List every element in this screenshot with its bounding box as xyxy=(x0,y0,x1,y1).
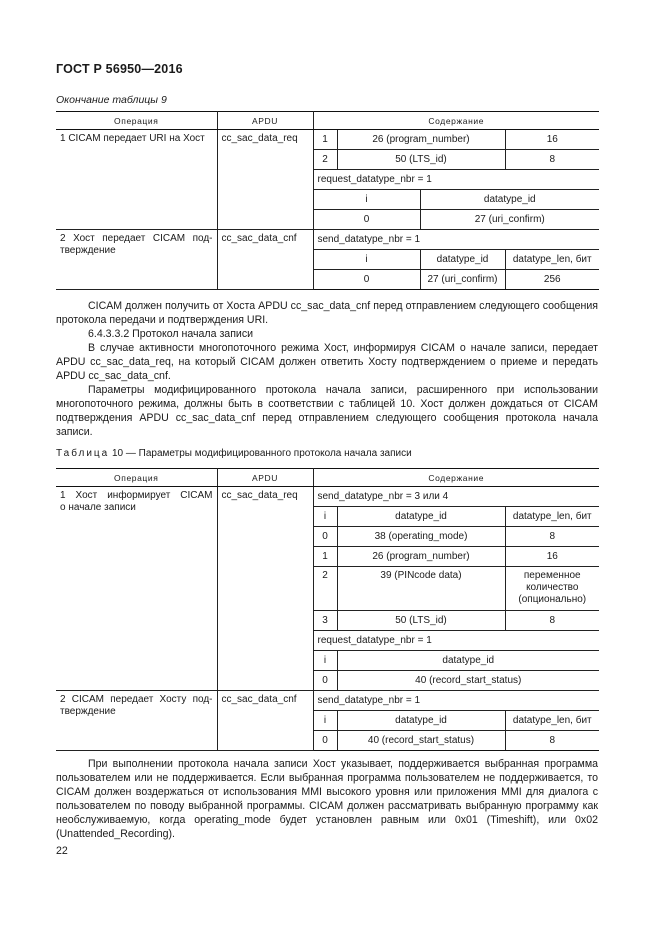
column-header-apdu: APDU xyxy=(217,469,313,487)
item-len: 8 xyxy=(505,527,599,547)
operation-line: о начале записи xyxy=(60,502,136,513)
send-datatype-label: send_datatype_nbr = 3 или 4 xyxy=(313,487,599,507)
subheader-len: datatype_len, бит xyxy=(505,711,599,731)
item-datatype-id: 40 (record_start_status) xyxy=(337,731,505,751)
subheader-datatype-id: datatype_id xyxy=(337,507,505,527)
standard-header: ГОСТ Р 56950—2016 xyxy=(56,62,183,76)
subheader-i: i xyxy=(313,507,337,527)
operation-cell xyxy=(56,230,217,290)
subheader-len: datatype_len, бит xyxy=(505,250,599,270)
item-index: 0 xyxy=(313,270,420,290)
operation-line: тверждение xyxy=(60,245,116,256)
item-len: 8 xyxy=(505,150,599,170)
table-continuation-label: Окончание таблицы 9 xyxy=(56,94,167,106)
caption-text: 10 — Параметры модифицированного протокола начала записи xyxy=(109,448,412,459)
len-line: (опционально) xyxy=(518,594,587,605)
apdu-cell: cc_sac_data_req xyxy=(217,487,313,691)
column-header-content: Содержание xyxy=(313,112,599,130)
table-10 xyxy=(56,468,599,751)
item-datatype-id: 26 (program_number) xyxy=(337,547,505,567)
section-heading: 6.4.3.3.2 Протокол начала записи xyxy=(88,328,254,340)
send-datatype-label: send_datatype_nbr = 1 xyxy=(313,230,599,250)
item-index: 2 xyxy=(313,150,337,170)
item-len: 16 xyxy=(505,547,599,567)
item-len: 16 xyxy=(505,130,599,150)
item-datatype-id: 26 (program_number) xyxy=(337,130,505,150)
operation-line: 2 CICAM передает Хосту под- xyxy=(60,694,213,705)
item-index: 2 xyxy=(313,567,337,611)
paragraph: В случае активности многопоточного режима Хост, информируя CICAM о начале записи, передает APDU cc_sac_data_req, на который CICAM должен ответить Хосту подтверждением о приеме и передать APDU cc_sac_data_cnf. xyxy=(56,342,598,382)
column-header-operation: Операция xyxy=(56,112,217,130)
item-datatype-id: 27 (uri_confirm) xyxy=(420,270,505,290)
item-len: 8 xyxy=(505,611,599,631)
caption-word: Таблица xyxy=(56,448,110,459)
len-line: переменное xyxy=(523,570,581,581)
table-10-caption xyxy=(56,448,412,459)
item-datatype-id: 38 (operating_mode) xyxy=(337,527,505,547)
apdu-cell: cc_sac_data_req xyxy=(217,130,313,230)
item-len: 8 xyxy=(505,731,599,751)
item-index: 1 xyxy=(313,130,337,150)
subheader-datatype-id: datatype_id xyxy=(337,711,505,731)
operation-line: тверждение xyxy=(60,706,116,717)
item-index: 1 xyxy=(313,547,337,567)
operation-cell xyxy=(56,487,217,691)
item-len: 256 xyxy=(505,270,599,290)
body-text-2 xyxy=(56,757,598,841)
operation-line: 2 Хост передает CICAM под- xyxy=(60,233,213,244)
paragraph: Параметры модифицированного протокола начала записи, расширенного при использовании многопоточного режима, должны быть в соответствии с таблицей 10. Хост должен дождаться от CICAM подтверждения APDU cc_sac_data_cnf перед отправлением следующего сообщения протокола начала записи. xyxy=(56,384,598,438)
subheader-datatype-id: datatype_id xyxy=(420,190,599,210)
paragraph: При выполнении протокола начала записи Хост указывает, поддерживается выбранная программа пользователем или не поддерживается. Если выбранная программа пользователем не поддерживается, то CICAM должен воздержаться от использования MMI высокого уровня или приложения MMI для диалога с пользователем по поводу выбранной программы. CICAM должен рассматривать выбранную программу как необслуживаемую, когда operating_mode будет установлен равным или 0x01 (Timeshift), или 0x02 (Unattended_Recording). xyxy=(56,758,598,840)
send-datatype-label: send_datatype_nbr = 1 xyxy=(313,691,599,711)
request-datatype-label: request_datatype_nbr = 1 xyxy=(313,631,599,651)
item-index: 0 xyxy=(313,527,337,547)
item-index: 0 xyxy=(313,210,420,230)
item-len xyxy=(505,567,599,611)
item-datatype-id: 27 (uri_confirm) xyxy=(420,210,599,230)
subheader-i: i xyxy=(313,711,337,731)
operation-cell: 1 CICAM передает URI на Хост xyxy=(56,130,217,230)
item-datatype-id: 40 (record_start_status) xyxy=(337,671,599,691)
item-index: 3 xyxy=(313,611,337,631)
body-text-1 xyxy=(56,299,598,439)
item-datatype-id: 50 (LTS_id) xyxy=(337,150,505,170)
column-header-operation: Операция xyxy=(56,469,217,487)
len-line: количество xyxy=(526,582,579,593)
subheader-datatype-id: datatype_id xyxy=(337,651,599,671)
item-index: 0 xyxy=(313,731,337,751)
item-datatype-id: 39 (PINcode data) xyxy=(337,567,505,611)
subheader-datatype-id: datatype_id xyxy=(420,250,505,270)
operation-line: 1 Хост информирует CICAM xyxy=(60,490,213,501)
subheader-len: datatype_len, бит xyxy=(505,507,599,527)
apdu-cell: cc_sac_data_cnf xyxy=(217,230,313,290)
item-datatype-id: 50 (LTS_id) xyxy=(337,611,505,631)
subheader-i: i xyxy=(313,190,420,210)
request-datatype-label: request_datatype_nbr = 1 xyxy=(313,170,599,190)
subheader-i: i xyxy=(313,250,420,270)
column-header-content: Содержание xyxy=(313,469,599,487)
paragraph: CICAM должен получить от Хоста APDU cc_sac_data_cnf перед отправлением следующего сообщения протокола передачи и подтверждения URI. xyxy=(56,300,598,326)
subheader-i: i xyxy=(313,651,337,671)
table-9 xyxy=(56,111,599,290)
column-header-apdu: APDU xyxy=(217,112,313,130)
item-index: 0 xyxy=(313,671,337,691)
operation-cell xyxy=(56,691,217,751)
page-number: 22 xyxy=(56,845,68,857)
apdu-cell: cc_sac_data_cnf xyxy=(217,691,313,751)
